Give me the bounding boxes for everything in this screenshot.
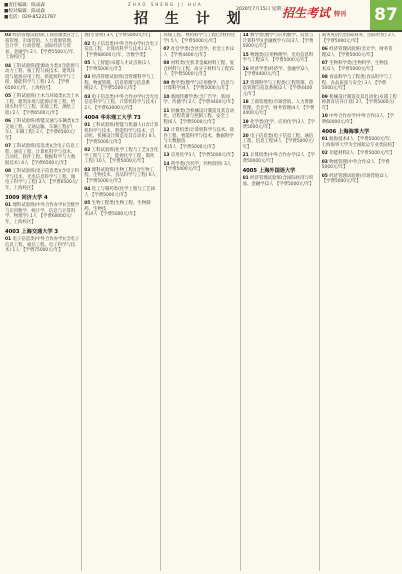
program-entry — [322, 95, 397, 112]
program-details: 5人 【学费5000元/年】 — [163, 66, 234, 77]
program-code: 06 — [321, 47, 328, 52]
text-column-2 — [82, 33, 161, 571]
program-name: 计算机类(中外合作办学) — [250, 153, 298, 158]
program-code: 02 — [321, 151, 328, 156]
program-name: 物流管理(中外合作) — [329, 159, 368, 165]
program-entry — [5, 119, 79, 141]
program-code: 11 — [163, 108, 170, 114]
program-entry — [5, 64, 79, 92]
program-entry — [322, 61, 397, 72]
program-entry — [84, 61, 158, 72]
program-entry — [163, 95, 237, 106]
school-name: 同济大学 4 — [21, 195, 48, 201]
program-code: 03 — [321, 159, 328, 165]
program-entry — [5, 203, 79, 225]
program-code: 03 — [5, 33, 12, 38]
program-name: 理(专业组) 3人 — [84, 33, 114, 38]
article-columns — [3, 33, 399, 571]
program-entry — [243, 120, 317, 131]
phone-line: ■电话：029-85221787 — [4, 15, 56, 20]
program-code: 02 — [84, 41, 91, 47]
program-code: 09 — [163, 80, 170, 86]
program-entry — [243, 53, 317, 64]
program-entry — [322, 114, 397, 125]
program-name: 航海技术 — [329, 137, 347, 142]
editor-meta — [4, 3, 114, 21]
program-name: 生物科学类(生物科学、生物技术) — [321, 61, 389, 72]
program-details: 2人 【学费5000元/年】 — [321, 159, 390, 170]
program-details: 2人 【学费50000元/年】 — [242, 153, 315, 164]
page-header — [0, 0, 402, 32]
program-entry — [243, 100, 317, 117]
program-details: 1人 【学费60000元/年】 — [321, 114, 394, 125]
program-details: 4人 【学费5000元/年】 — [182, 86, 231, 91]
program-entry — [163, 162, 237, 173]
program-name: 工科试验班(智能与机器人) — [91, 123, 144, 128]
program-entry — [163, 61, 237, 78]
title-pinyin: ZHAO SHENG JI HUA — [128, 2, 203, 7]
program-code: 15 — [242, 52, 249, 58]
program-details: (含电子信息工程、通信工程、电子科学与技术) 1人 【学费75000元/年】 — [5, 237, 80, 253]
program-code: 01 — [5, 203, 12, 208]
program-code: 03 — [84, 75, 91, 80]
program-code: 05 — [5, 94, 12, 99]
program-entry — [5, 33, 79, 61]
program-code: 01 — [321, 137, 328, 142]
program-details: (含工商管理、市场营销、人力资源管理、会计学、行政管理、国际经济与贸易、金融学) 2人 【学费5500元/年，上海校区】 — [5, 33, 80, 60]
program-name: 药学类 — [170, 161, 185, 167]
program-code: 18 — [242, 100, 249, 105]
program-details: 2人 【学费5000元/年】 — [266, 181, 314, 187]
program-details: 1人 【学费5000元/年】 — [84, 61, 151, 72]
school-heading — [5, 228, 79, 235]
program-code: 05 — [84, 201, 91, 206]
program-code: 07 — [321, 61, 328, 66]
program-entry — [322, 160, 397, 171]
program-name: 材料类(无机非金属材料工程、复合材料与工程、高分子材料与工程) — [163, 61, 235, 72]
program-name: 经济管理试验班(会计学、财务管理) — [321, 47, 393, 58]
program-details: (含土木工程、建筑环境与能源应用工程、给排水科学与工程、环境工程、测绘工程) 2人 【学费6500元/年】 — [5, 94, 80, 116]
program-details: 2人 【学费5500元/年】 — [90, 86, 138, 91]
program-name: 中外合作办学(中外合作) — [329, 114, 377, 119]
program-code: 05 — [321, 173, 328, 179]
program-code: 01 — [84, 123, 91, 128]
program-details: 4人 【学费5000元/年】 — [242, 139, 314, 150]
program-details: 2人 【学费4400元/年】 — [242, 66, 310, 77]
program-entry — [163, 47, 237, 58]
program-code: 08 — [163, 61, 170, 66]
program-code: 04 — [5, 63, 12, 69]
program-name: 电子信息类(中外合作办学) — [12, 237, 65, 242]
program-name: 工商管理类(市场营销、人力资源管理、会计学、财务管理) — [242, 100, 314, 111]
program-entry — [243, 33, 317, 50]
program-name: 经济学类(经济学、金融学) — [250, 66, 302, 72]
program-details: 2人 【学费4400元/年】 — [163, 47, 235, 58]
program-details: (含电子科学与技术、光电信息科学与工程、微电子科学与工程) 2人 【学费6500元/年，上海校区】 — [5, 169, 80, 191]
text-column-5 — [320, 33, 399, 571]
program-name: 工科试验班(土木与环境类) — [12, 94, 65, 99]
program-code: 02 — [84, 148, 91, 153]
program-name: 工科试验班(化学工程与工艺) — [91, 148, 148, 153]
program-details: (含电子信息工程、计算机科学与技术) 2人 【学费68000元/年，含数学类】 — [84, 41, 159, 58]
program-entry — [322, 151, 397, 157]
text-column-4 — [241, 33, 320, 571]
program-entry — [5, 237, 79, 254]
program-entry — [5, 94, 79, 116]
program-details: (含光电信息科学与工程、计算机科学与技术) 2人 【学费63000元/年】 — [84, 94, 159, 111]
program-details: 3人 【学费5000元/年】 — [242, 119, 315, 130]
program-name: 电子信息类(中外合作办学) — [91, 94, 144, 100]
program-code: 16 — [242, 66, 249, 72]
program-code: 12 — [163, 128, 170, 133]
program-code: 20 — [242, 133, 249, 139]
program-details: (卓越工程师教育培养计划) 2人 【学费5000元/年】 — [321, 94, 397, 111]
program-details: 2人 【学费5000元/年】 — [327, 52, 376, 58]
program-entry — [84, 187, 158, 198]
school-heading — [322, 128, 397, 135]
program-entry — [5, 169, 79, 191]
program-name: 经济管理试验班(工商管理类) — [12, 33, 69, 38]
program-details: 2人 【学费4400元/年】 — [242, 86, 313, 97]
program-name: 数学类(数学与应用数学、信息与计算科学) — [242, 33, 314, 44]
program-details: 2人 【学费5000元/年】 — [346, 151, 395, 156]
program-name: 食品科学与工程类 — [329, 75, 365, 80]
program-details: 4人 【学费4400元/年】 — [242, 105, 315, 116]
page-title: 招 生 计 划 — [134, 11, 247, 27]
program-entry — [84, 33, 158, 39]
brand-logo: 招生考试 — [282, 6, 331, 20]
program-name: 经济管理试验班(含管理科学与工程、物流管理、信息管理与信息系统) — [84, 75, 155, 91]
school-code: 4004 — [84, 115, 99, 121]
program-details: (含计算机科学与技术、智能科学与技术、自动化、机械设计制造及其自动化) 8人 【学费5000元/年】 — [84, 123, 159, 145]
program-code: 03 — [84, 94, 91, 100]
program-entry — [84, 95, 158, 112]
program-name: 人工智能(卓越人才试点班) — [91, 61, 144, 66]
program-entry — [84, 168, 158, 185]
program-code: 09 — [321, 94, 328, 100]
program-entry — [163, 33, 237, 44]
program-entry — [243, 81, 317, 98]
program-entry — [5, 144, 79, 166]
program-entry — [84, 201, 158, 218]
school-code: 3009 — [5, 195, 20, 201]
program-details: (食品科学与工程、食品质量与安全) 3人 【学费5000元/年】 — [321, 75, 393, 91]
text-column-3 — [161, 33, 240, 571]
program-name: 计算机类(计算机科学与技术、软件工程、智能科学与技术、数据科学与大数据技术) — [163, 128, 235, 150]
program-details: (含化学工程与工艺、能源化学工程、制药工程) 10人 【学费5000元/年】 — [84, 148, 159, 164]
program-code: 13 — [163, 153, 170, 158]
program-entry — [84, 123, 158, 145]
program-entry — [322, 47, 397, 58]
program-name: 机械设计制造及其自动化 — [329, 94, 378, 100]
program-details: 4人 【学费5000元/年，上海海事大学为全国航运专业类院校】 — [321, 137, 397, 148]
program-entry — [163, 153, 237, 159]
program-entry — [322, 75, 397, 92]
program-name: 理科试验班(生物工程) — [91, 167, 135, 173]
text-column-1 — [3, 33, 82, 571]
program-name: 生物工程类(生物工程、生物制药、生物技术) — [84, 201, 151, 217]
program-entry — [163, 81, 237, 92]
program-code: 03 — [84, 167, 91, 173]
program-name: 化工与制药类(化学工程与工艺) — [91, 187, 153, 192]
program-name: 工科试验班(电子信息类) — [12, 169, 60, 174]
program-name: 机械类(含机械设计制造及其自动化、过程装备与控制工程、安全工程) — [163, 108, 235, 125]
program-details: (含国际商务、国际经贸) 2人 【学费5000元/年】 — [321, 33, 396, 44]
school-heading — [84, 114, 158, 121]
school-heading — [243, 167, 317, 174]
program-code: 01 — [242, 176, 249, 181]
program-entry — [243, 153, 317, 164]
program-name: 物理类(应用物理学、光电信息科学与工程) — [242, 52, 314, 63]
program-name: 商务英语 — [321, 33, 340, 38]
program-code: 07 — [5, 144, 12, 149]
program-entry — [84, 75, 158, 92]
program-name: 工科试验班(智能交通与车辆类) — [12, 119, 74, 124]
program-name: 应用化学 — [170, 153, 189, 158]
program-code: 04 — [84, 187, 91, 192]
program-code: 19 — [242, 119, 249, 125]
program-details: (含电子信息工程、通信工程、计算机科学与技术、自动化、软件工程、数据科学与大数据技术) 4人 【学费6500元/年】 — [5, 144, 80, 166]
program-entry — [163, 109, 237, 126]
program-details: 【学费5000元/年】 — [113, 33, 153, 38]
school-heading — [5, 194, 79, 201]
program-entry — [163, 128, 237, 150]
program-name: 电子信息类(中外合作办学) — [91, 41, 144, 47]
issue-date: 2020年7月15日 星期三 — [236, 7, 286, 12]
program-name: 环境工程、材料科学与工程 — [163, 33, 217, 38]
program-code: 06 — [5, 119, 12, 124]
editor-line: ■责任编辑：陈成森 — [4, 3, 46, 8]
program-name: 经济管理试验班(市场营销) — [329, 173, 382, 179]
school-name: 上海海事大学 — [338, 129, 370, 135]
program-details: (含交通工程、交通运输、车辆工程(汽车)、车辆工程) 2人 【学费6500元/年】 — [5, 119, 80, 141]
program-name: 工科试验班(信息类) — [12, 144, 52, 149]
program-name: 数学类(数学与应用数学、信息与计算科学) — [163, 80, 235, 91]
program-code: 17 — [242, 80, 249, 86]
program-entry — [243, 176, 317, 187]
program-code: 14 — [242, 33, 249, 38]
program-entry — [322, 33, 397, 44]
program-entry — [322, 174, 397, 185]
program-entry — [243, 134, 317, 151]
school-name: 华东理工大学 73 — [100, 115, 141, 121]
program-details: 6人 【学费5000元/年】 — [84, 187, 156, 198]
brand-subtitle: 特刊 — [334, 11, 347, 18]
program-details: 2人 【学费5000元/年】 — [327, 66, 376, 72]
program-details: 4人 【学费5000元/年】 — [90, 212, 138, 217]
school-code: 4003 — [5, 229, 20, 235]
program-details: 3人 【学费5000元/年】 — [188, 153, 237, 158]
program-details: 2人 【学费5000元/年】 — [261, 58, 310, 63]
school-code: 4006 — [321, 129, 337, 135]
program-code: 07 — [163, 47, 170, 52]
program-details: 2人 【学费5000元/年】 — [321, 173, 389, 184]
program-code: 05 — [84, 61, 91, 66]
program-entry — [84, 42, 158, 59]
program-name: 工科试验班(能源动力类) — [12, 63, 60, 69]
school-name: 上海外国语大学 — [259, 168, 296, 174]
proofreader-line: ■校对编辑：陈成森 — [4, 9, 46, 14]
program-details: (含药学、药物制剂) 3人 【学费5000元/年】 — [163, 161, 232, 172]
program-entry — [322, 137, 397, 148]
program-details: (含数学与应用数学、统计学、信息与计算科学、物理学) 1人 【学费60000元/年，上海校区】 — [5, 203, 80, 225]
program-name: 理科试验班(中外合作办学) — [12, 203, 65, 208]
program-details: (含广告学、新闻学、传播学) 2人 【学费4400元/年】 — [163, 94, 237, 105]
program-code: 14 — [163, 161, 170, 167]
program-name: 化学类(化学、应用化学) — [250, 119, 298, 125]
program-details: 6人 【学费5000元/年】 — [169, 119, 218, 125]
program-name: 管理科学与工程类(工程管理、信息管理与信息系统) — [242, 80, 314, 91]
page-number: 87 — [370, 0, 402, 30]
school-code: 4005 — [242, 168, 258, 174]
program-code: 08 — [5, 169, 12, 174]
program-entry — [243, 67, 317, 78]
program-details: (含材料化学) 5人 【学费5000元/年】 — [163, 33, 236, 44]
program-details: (金融数学方向)3人 【学费5000元/年】 — [242, 38, 314, 49]
program-entry — [84, 148, 158, 165]
program-details: (含生物工程、生物技术、食品科学与工程) 6人 【学费5000元/年】 — [84, 167, 156, 184]
program-code: 10 — [163, 94, 170, 100]
program-code: 01 — [5, 237, 12, 242]
program-name: 社会学类(含社会学、社会工作) — [170, 47, 232, 52]
program-name: 新闻传播学类 — [170, 94, 198, 100]
program-code: 08 — [321, 75, 328, 80]
program-code: 21 — [242, 153, 249, 158]
school-name: 上海交通大学 3 — [21, 229, 58, 235]
program-name: 功能材料 — [329, 151, 347, 156]
program-name: 经济管理试验班(含国际经济与贸易、金融学) — [242, 176, 314, 187]
program-details: (含能源与动力工程、核工程与核技术、建筑环境与能源应用工程、新能源科学与工程、储能科学与工程) 2人 【学费6500元/年，上海校区】 — [5, 63, 80, 91]
program-name: 电子信息类(电子信息工程、通信工程、信息工程) — [242, 133, 314, 144]
program-code: 10 — [321, 114, 328, 119]
program-details: 5人 【学费5000元/年】 — [169, 144, 218, 150]
